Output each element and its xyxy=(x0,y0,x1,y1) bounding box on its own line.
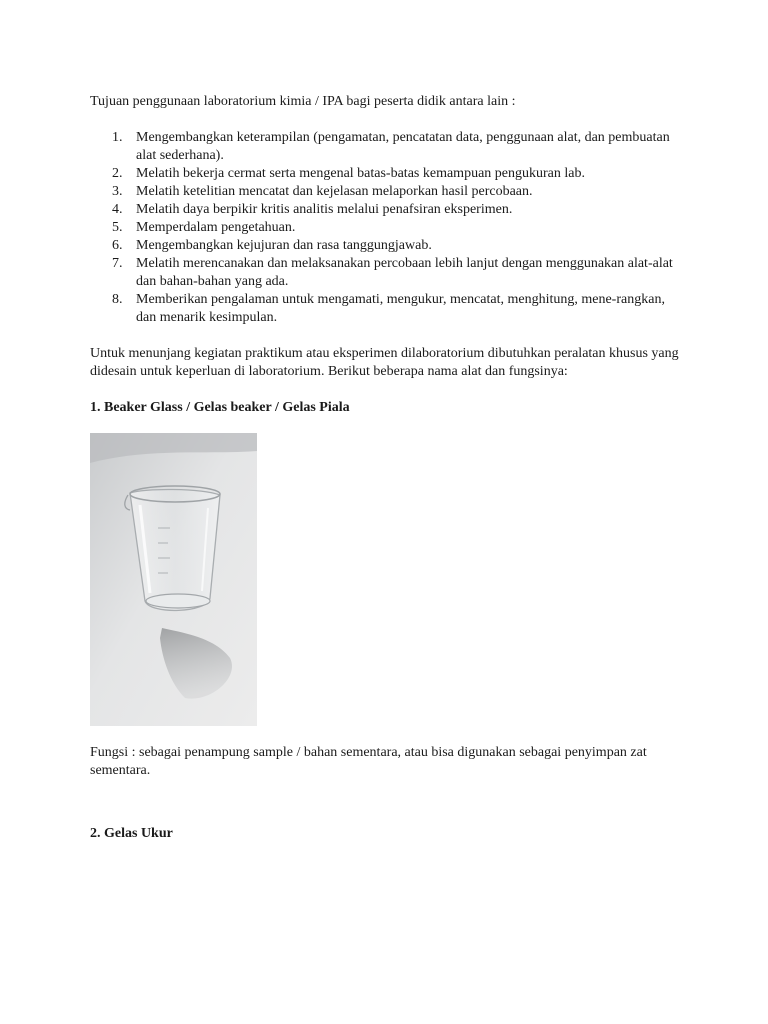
list-number: 5. xyxy=(112,220,123,235)
list-item xyxy=(90,255,680,291)
document-page xyxy=(90,93,680,843)
purpose-list xyxy=(90,129,680,327)
support-paragraph: Untuk menunjang kegiatan praktikum atau eksperimen dilaboratorium dibutuhkan peralatan khusus yang didesain untuk keperluan di laboratorium. Berikut beberapa nama alat dan fungsinya: xyxy=(90,346,679,379)
list-item xyxy=(90,291,680,327)
list-item xyxy=(90,129,680,165)
list-text: Memperdalam pengetahuan. xyxy=(136,220,296,235)
intro-text: Tujuan penggunaan laboratorium kimia / IPA bagi peserta didik antara lain : xyxy=(90,94,516,109)
list-text: Mengembangkan kejujuran dan rasa tanggungjawab. xyxy=(136,238,432,253)
list-text: Melatih daya berpikir kritis analitis melalui penafsiran eksperimen. xyxy=(136,202,513,217)
list-item xyxy=(90,219,680,237)
list-item xyxy=(90,183,680,201)
list-number: 2. xyxy=(112,166,123,181)
list-text: Melatih bekerja cermat serta mengenal batas-batas kemampuan pengukuran lab. xyxy=(136,166,585,181)
list-text: Mengembangkan keterampilan (pengamatan, pencatatan data, penggunaan alat, dan pembuatan alat sederhana). xyxy=(136,130,670,163)
list-number: 6. xyxy=(112,238,123,253)
list-item xyxy=(90,201,680,219)
list-number: 4. xyxy=(112,202,123,217)
list-item xyxy=(90,165,680,183)
section-heading-gelas-ukur: 2. Gelas Ukur xyxy=(90,826,173,841)
section-heading-beaker: 1. Beaker Glass / Gelas beaker / Gelas Piala xyxy=(90,400,350,415)
list-number: 7. xyxy=(112,256,123,271)
list-text: Memberikan pengalaman untuk mengamati, mengukur, mencatat, menghitung, mene-rangkan, dan menarik kesimpulan. xyxy=(136,292,665,325)
list-text: Melatih merencanakan dan melaksanakan percobaan lebih lanjut dengan menggunakan alat-alat dan bahan-bahan yang ada. xyxy=(136,256,673,289)
list-item xyxy=(90,237,680,255)
list-number: 3. xyxy=(112,184,123,199)
list-number: 1. xyxy=(112,130,123,145)
list-text: Melatih ketelitian mencatat dan kejelasan melaporkan hasil percobaan. xyxy=(136,184,533,199)
list-number: 8. xyxy=(112,292,123,307)
beaker-photo xyxy=(90,433,257,726)
beaker-function-text: Fungsi : sebagai penampung sample / bahan sementara, atau bisa digunakan sebagai penyimpan zat sementara. xyxy=(90,745,647,778)
